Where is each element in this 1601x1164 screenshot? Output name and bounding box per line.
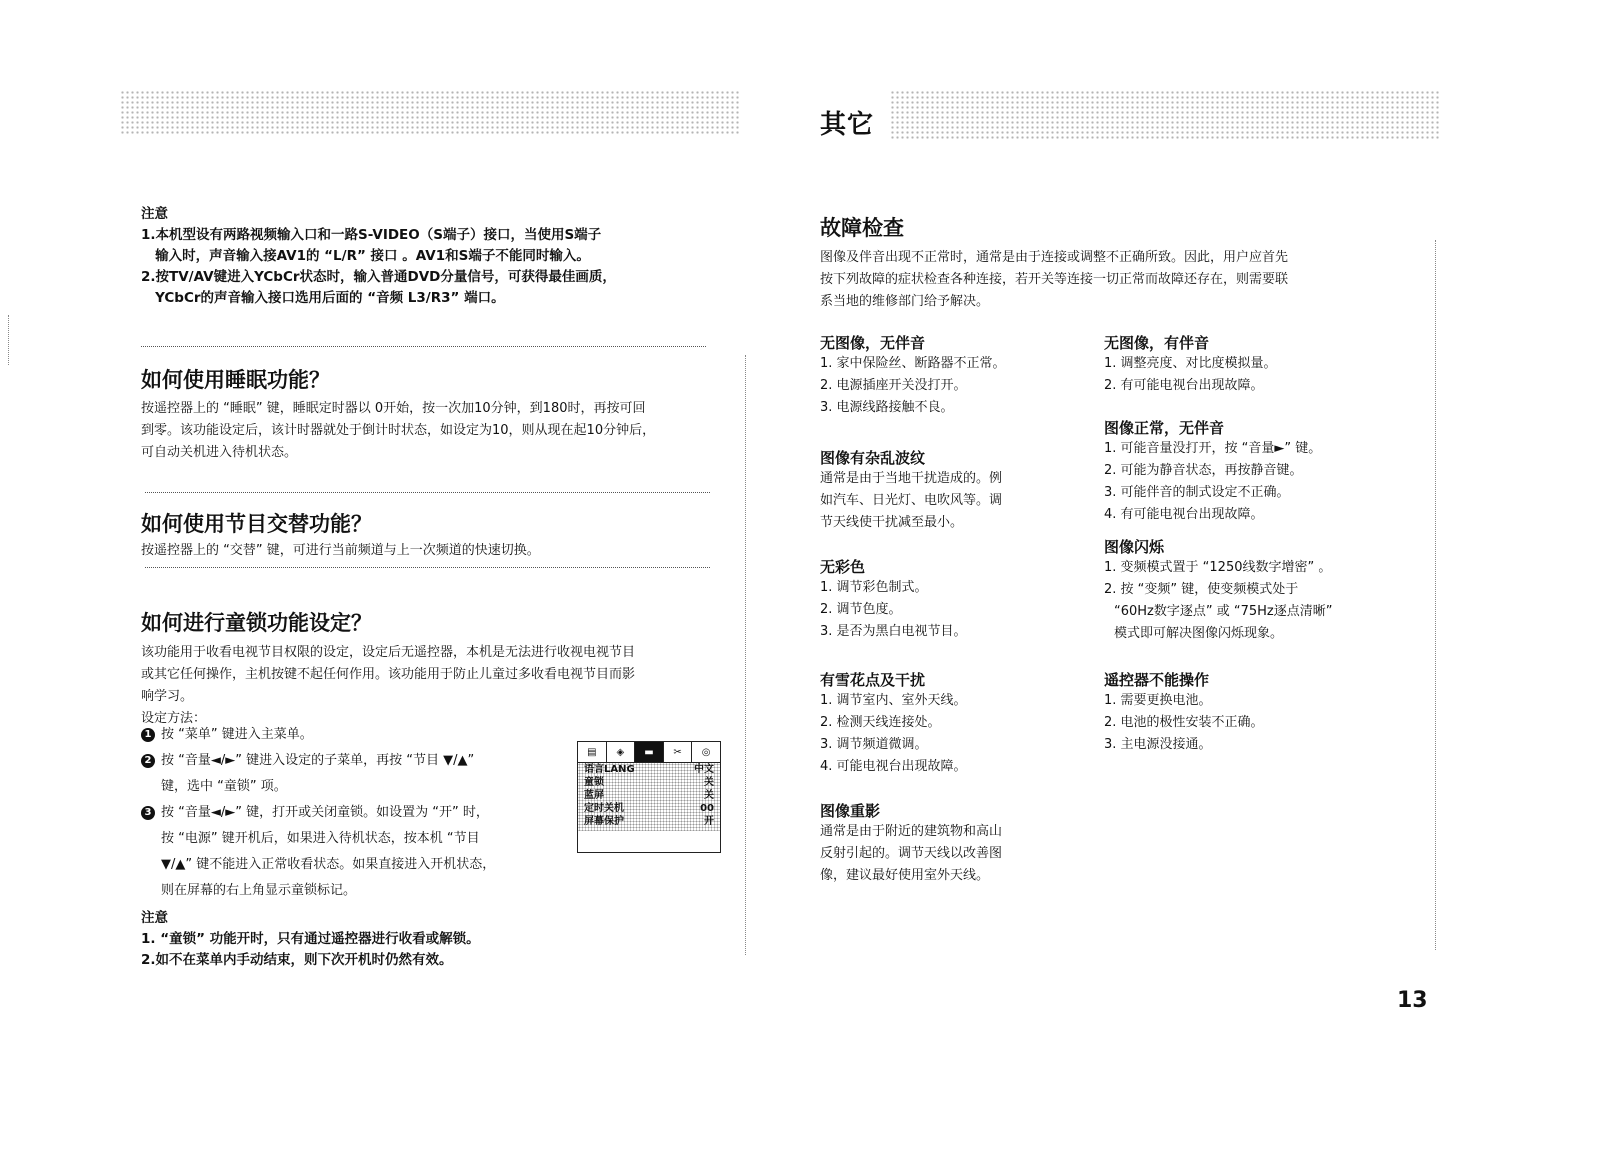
symptom-line: 通常是由于附近的建筑物和高山 bbox=[820, 824, 1003, 839]
step-1 bbox=[141, 722, 571, 748]
symptom-line: 2. 按 “变频” 键，使变频模式处于 bbox=[1104, 582, 1299, 597]
page-edge-guide bbox=[745, 355, 746, 955]
section-title-troubleshoot: 故障检查 bbox=[820, 216, 904, 240]
menu-body bbox=[578, 763, 720, 831]
symptom-block bbox=[820, 556, 1070, 643]
clock-tab-icon: ◎ bbox=[701, 746, 711, 758]
menu-row-label: 定时关机 bbox=[584, 803, 624, 814]
sleep-body bbox=[141, 398, 731, 464]
symptom-line: 3. 主电源没接通。 bbox=[1104, 737, 1212, 752]
menu-row-label: 蓝屏 bbox=[584, 790, 604, 801]
page-edge-guide bbox=[8, 315, 9, 365]
note-line: 2.如不在菜单内手动结束，则下次开机时仍然有效。 bbox=[141, 952, 453, 968]
symptom-line: 4. 有可能电视台出现故障。 bbox=[1104, 507, 1264, 522]
symptom-block bbox=[820, 669, 1070, 778]
symptom-title: 图像闪烁 bbox=[1104, 538, 1165, 556]
menu-tabs bbox=[578, 742, 720, 763]
symptom-block bbox=[1104, 669, 1424, 756]
step-3 bbox=[141, 800, 571, 826]
note-title: 注意 bbox=[141, 910, 168, 926]
menu-row-label: 语言LANG bbox=[584, 764, 635, 775]
note-list bbox=[141, 225, 731, 309]
step-number: 3 bbox=[141, 806, 155, 820]
troubleshoot-column-1 bbox=[820, 332, 1070, 887]
note-line: YCbCr的声音输入接口选用后面的 “音频 L3/R3” 端口。 bbox=[141, 290, 505, 306]
symptom-block bbox=[820, 332, 1070, 419]
menu-row-value: 中文 bbox=[694, 764, 714, 775]
note-list bbox=[141, 929, 731, 971]
section-title-childlock: 如何进行童锁功能设定？ bbox=[141, 611, 372, 635]
childlock-steps bbox=[141, 722, 571, 904]
symptom-line: 1. 可能音量没打开，按 “音量►” 键。 bbox=[1104, 441, 1322, 456]
note-line: 输入时，声音输入接AV1的 “L/R” 接口 。AV1和S端子不能同时输入。 bbox=[141, 248, 590, 264]
symptom-line: 1. 调节彩色制式。 bbox=[820, 580, 928, 595]
menu-row-label: 童锁 bbox=[584, 777, 604, 788]
divider bbox=[141, 346, 706, 347]
symptom-line: 1. 需要更换电池。 bbox=[1104, 693, 1212, 708]
body-line: 该功能用于收看电视节目权限的设定，设定后无遥控器，本机是无法进行收视电视节目 bbox=[141, 645, 636, 660]
step-text: 按 “菜单” 键进入主菜单。 bbox=[161, 727, 313, 742]
step-number: 2 bbox=[141, 754, 155, 768]
symptom-title: 无图像，有伴音 bbox=[1104, 334, 1210, 352]
symptom-line: 如汽车、日光灯、电吹风等。调 bbox=[820, 493, 1003, 508]
symptom-line: 像，建议最好使用室外天线。 bbox=[820, 868, 990, 883]
troubleshoot-column-2 bbox=[1104, 332, 1424, 756]
symptom-line: 3. 是否为黑白电视节目。 bbox=[820, 624, 967, 639]
symptom-line: 4. 可能电视台出现故障。 bbox=[820, 759, 967, 774]
body-line: 按遥控器上的 “睡眠” 键，睡眠定时器以 0开始，按一次加10分钟，到180时，再按可回 bbox=[141, 401, 646, 416]
body-line: 可自动关机进入待机状态。 bbox=[141, 445, 298, 460]
symptom-line: 1. 调整亮度、对比度模拟量。 bbox=[1104, 356, 1277, 371]
body-line: 或其它任何操作，主机按键不起任何作用。该功能用于防止儿童过多收看电视节目而影 bbox=[141, 667, 636, 682]
left-header-banner bbox=[120, 90, 740, 135]
menu-row bbox=[578, 763, 720, 776]
symptom-block bbox=[1104, 417, 1424, 526]
symptom-block bbox=[820, 800, 1070, 887]
body-line: 系当地的维修部门给予解决。 bbox=[820, 294, 990, 309]
menu-row bbox=[578, 802, 720, 815]
symptom-line: 2. 有可能电视台出现故障。 bbox=[1104, 378, 1264, 393]
note-line: 1.本机型设有两路视频输入口和一路S-VIDEO（S端子）接口，当使用S端子 bbox=[141, 227, 602, 243]
body-line: 响学习。 bbox=[141, 689, 194, 704]
step-number: 1 bbox=[141, 728, 155, 742]
body-line: 到零。该功能设定后，该计时器就处于倒计时状态，如设定为10，则从现在起10分钟后， bbox=[141, 423, 656, 438]
childlock-body bbox=[141, 642, 731, 730]
page-edge-guide bbox=[1435, 240, 1436, 950]
section-title-sleep: 如何使用睡眠功能？ bbox=[141, 368, 330, 392]
menu-row-value: 00 bbox=[700, 803, 714, 814]
symptom-line: 2. 电源插座开关没打开。 bbox=[820, 378, 967, 393]
symptom-block bbox=[820, 447, 1070, 534]
symptom-line: 2. 可能为静音状态，再按静音键。 bbox=[1104, 463, 1303, 478]
picture-tab-icon: ▤ bbox=[578, 742, 607, 762]
menu-row-value: 关 bbox=[704, 777, 714, 788]
right-header-title: 其它 bbox=[820, 110, 875, 140]
symptom-line: “60Hz数字逐点” 或 “75Hz逐点清晰” bbox=[1114, 604, 1333, 619]
menu-row bbox=[578, 789, 720, 802]
symptom-block bbox=[1104, 536, 1424, 645]
symptom-title: 有雪花点及干扰 bbox=[820, 671, 926, 689]
symptom-line: 1. 调节室内、室外天线。 bbox=[820, 693, 967, 708]
step-text: 键，选中 “童锁” 项。 bbox=[161, 779, 287, 794]
symptom-title: 遥控器不能操作 bbox=[1104, 671, 1210, 689]
body-line: 按下列故障的症状检查各种连接，若开关等连接一切正常而故障还存在，则需要联 bbox=[820, 272, 1289, 287]
symptom-line: 反射引起的。调节天线以改善图 bbox=[820, 846, 1003, 861]
symptom-title: 无图像，无伴音 bbox=[820, 334, 926, 352]
note-line: 1. “童锁” 功能开时，只有通过遥控器进行收看或解锁。 bbox=[141, 931, 480, 947]
symptom-line: 3. 电源线路接触不良。 bbox=[820, 400, 954, 415]
symptom-title: 图像正常，无伴音 bbox=[1104, 419, 1225, 437]
right-header-banner bbox=[890, 90, 1440, 140]
menu-row-label: 屏幕保护 bbox=[584, 816, 624, 827]
menu-row bbox=[578, 815, 720, 828]
symptom-line: 2. 电池的极性安装不正确。 bbox=[1104, 715, 1264, 730]
symptom-line: 通常是由于当地干扰造成的。例 bbox=[820, 471, 1003, 486]
swap-body: 按遥控器上的 “交替” 键，可进行当前频道与上一次频道的快速切换。 bbox=[141, 543, 540, 558]
step-text: 则在屏幕的右上角显示童锁标记。 bbox=[161, 883, 357, 898]
osd-menu-illustration bbox=[577, 741, 721, 853]
symptom-title: 图像重影 bbox=[820, 802, 881, 820]
step-text: 按 “音量◄/►” 键，打开或关闭童锁。如设置为 “开” 时， bbox=[161, 805, 489, 820]
sound-tab-icon: ◈ bbox=[607, 742, 636, 762]
symptom-title: 无彩色 bbox=[820, 558, 866, 576]
menu-row bbox=[578, 776, 720, 789]
step-text: 按 “音量◄/►” 键进入设定的子菜单，再按 “节目 ▼/▲” bbox=[161, 753, 475, 768]
symptom-block bbox=[1104, 332, 1424, 397]
symptom-line: 3. 调节频道微调。 bbox=[820, 737, 928, 752]
symptom-line: 1. 变频模式置于 “1250线数字增密” 。 bbox=[1104, 560, 1332, 575]
step-2 bbox=[141, 748, 571, 774]
symptom-title: 图像有杂乱波纹 bbox=[820, 449, 926, 467]
tools-tab-icon: ✂ bbox=[664, 742, 693, 762]
step-text: 按 “电源” 键开机后，如果进入待机状态，按本机 “节目 bbox=[161, 831, 480, 846]
note-title: 注意 bbox=[141, 206, 168, 222]
troubleshoot-intro bbox=[820, 247, 1390, 313]
function-tab-icon: ▬ bbox=[635, 742, 664, 762]
menu-row-value: 关 bbox=[704, 790, 714, 801]
step-text: ▼/▲” 键不能进入正常收看状态。如果直接进入开机状态， bbox=[161, 857, 496, 872]
note-line: 2.按TV/AV键进入YCbCr状态时，输入普通DVD分量信号，可获得最佳画质， bbox=[141, 269, 616, 285]
divider bbox=[145, 567, 710, 568]
menu-row-value: 开 bbox=[704, 816, 714, 827]
symptom-line: 节天线使干扰减至最小。 bbox=[820, 515, 964, 530]
symptom-line: 模式即可解决图像闪烁现象。 bbox=[1114, 626, 1284, 641]
section-title-swap: 如何使用节目交替功能？ bbox=[141, 512, 372, 536]
symptom-line: 2. 调节色度。 bbox=[820, 602, 902, 617]
divider bbox=[145, 492, 710, 493]
page-number: 13 bbox=[1397, 988, 1428, 1013]
body-line: 图像及伴音出现不正常时，通常是由于连接或调整不正确所致。因此，用户应首先 bbox=[820, 250, 1289, 265]
body-line: 设定方法： bbox=[141, 711, 207, 726]
symptom-line: 3. 可能伴音的制式设定不正确。 bbox=[1104, 485, 1290, 500]
symptom-line: 1. 家中保险丝、断路器不正常。 bbox=[820, 356, 1006, 371]
symptom-line: 2. 检测天线连接处。 bbox=[820, 715, 941, 730]
